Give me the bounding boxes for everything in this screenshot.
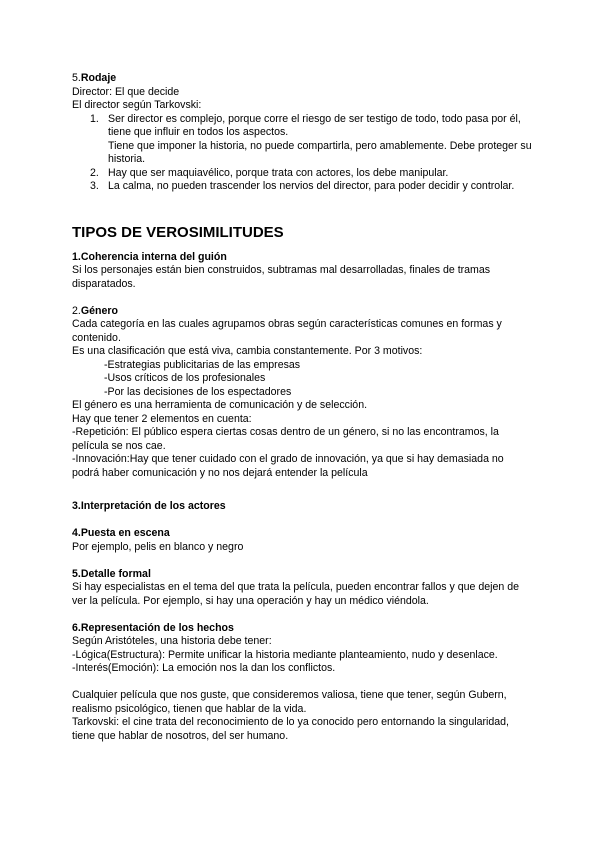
list-item: -Estrategias publicitarias de las empresas	[104, 358, 301, 371]
rodaje-heading: 5.Rodaje	[72, 72, 117, 84]
paragraph: -Interés(Emoción): La emoción nos la dan los conflictos.	[72, 662, 336, 674]
list-item: 1. Ser director es complejo, porque corre el riesgo de ser testigo de todo, todo pasa por él, tiene que influir en todos los aspectos. Tiene que imponer la historia, no puede compartirla, pero amablemente. Debe proteger su historia.	[90, 112, 532, 165]
section-heading: 2.Género	[72, 304, 118, 317]
list-item: -Por las decisiones de los espectadores	[104, 385, 292, 398]
paragraph: -Innovación:Hay que tener cuidado con el grado de innovación, ya que si hay demasiada no podrá haber comunicación y no nos dejará entender la película	[72, 453, 504, 479]
section-heading: 4.Puesta en escena	[72, 527, 170, 539]
list-item: -Usos críticos de los profesionales	[104, 372, 266, 384]
paragraph: Tarkovski: el cine trata del reconocimiento de lo ya conocido pero entornando la singularidad, tiene que hablar de nosotros, del ser humano.	[72, 716, 509, 742]
tarkovski-list	[72, 113, 532, 194]
paragraph: Hay que tener 2 elementos en cuenta:	[72, 412, 252, 425]
paragraph: Si hay especialistas en el tema del que trata la película, pueden encontrar fallos y que dejen de ver la película. Por ejemplo, si hay una operación y hay un médico viéndola.	[72, 581, 519, 607]
paragraph: Por ejemplo, pelis en blanco y negro	[72, 540, 244, 553]
paragraph: -Lógica(Estructura): Permite unificar la historia mediante planteamiento, nudo y desenlace.	[72, 648, 498, 661]
section-heading: 6.Representación de los hechos	[72, 621, 234, 634]
paragraph: Según Aristóteles, una historia debe tener:	[72, 635, 272, 647]
rodaje-line: Director: El que decide	[72, 85, 180, 98]
list-item: 3. La calma, no pueden trascender los nervios del director, para poder decidir y controlar.	[90, 180, 515, 192]
section-heading: 3.Interpretación de los actores	[72, 500, 226, 512]
rodaje-line: El director según Tarkovski:	[72, 99, 202, 111]
paragraph: -Repetición: El público espera ciertas cosas dentro de un género, si no las encontramos, la película se nos cae.	[72, 426, 499, 452]
page-title: TIPOS DE VEROSIMILITUDES	[72, 223, 284, 241]
paragraph: El género es una herramienta de comunicación y de selección.	[72, 399, 368, 411]
paragraph: Cada categoría en las cuales agrupamos obras según características comunes en formas y contenido.	[72, 318, 502, 344]
list-item: 2. Hay que ser maquiavélico, porque trata con actores, los debe manipular.	[90, 166, 449, 179]
paragraph: Cualquier película que nos guste, que consideremos valiosa, tiene que tener, según Gubern, realismo psicológico, tienen que hablar de la vida.	[72, 689, 507, 715]
document-page	[72, 72, 532, 743]
paragraph: Si los personajes están bien construidos, subtramas mal desarrolladas, finales de tramas disparatados.	[72, 264, 491, 290]
section-heading: 1.Coherencia interna del guión	[72, 250, 227, 263]
paragraph: Es una clasificación que está viva, cambia constantemente. Por 3 motivos:	[72, 345, 423, 357]
section-heading: 5.Detalle formal	[72, 567, 151, 580]
